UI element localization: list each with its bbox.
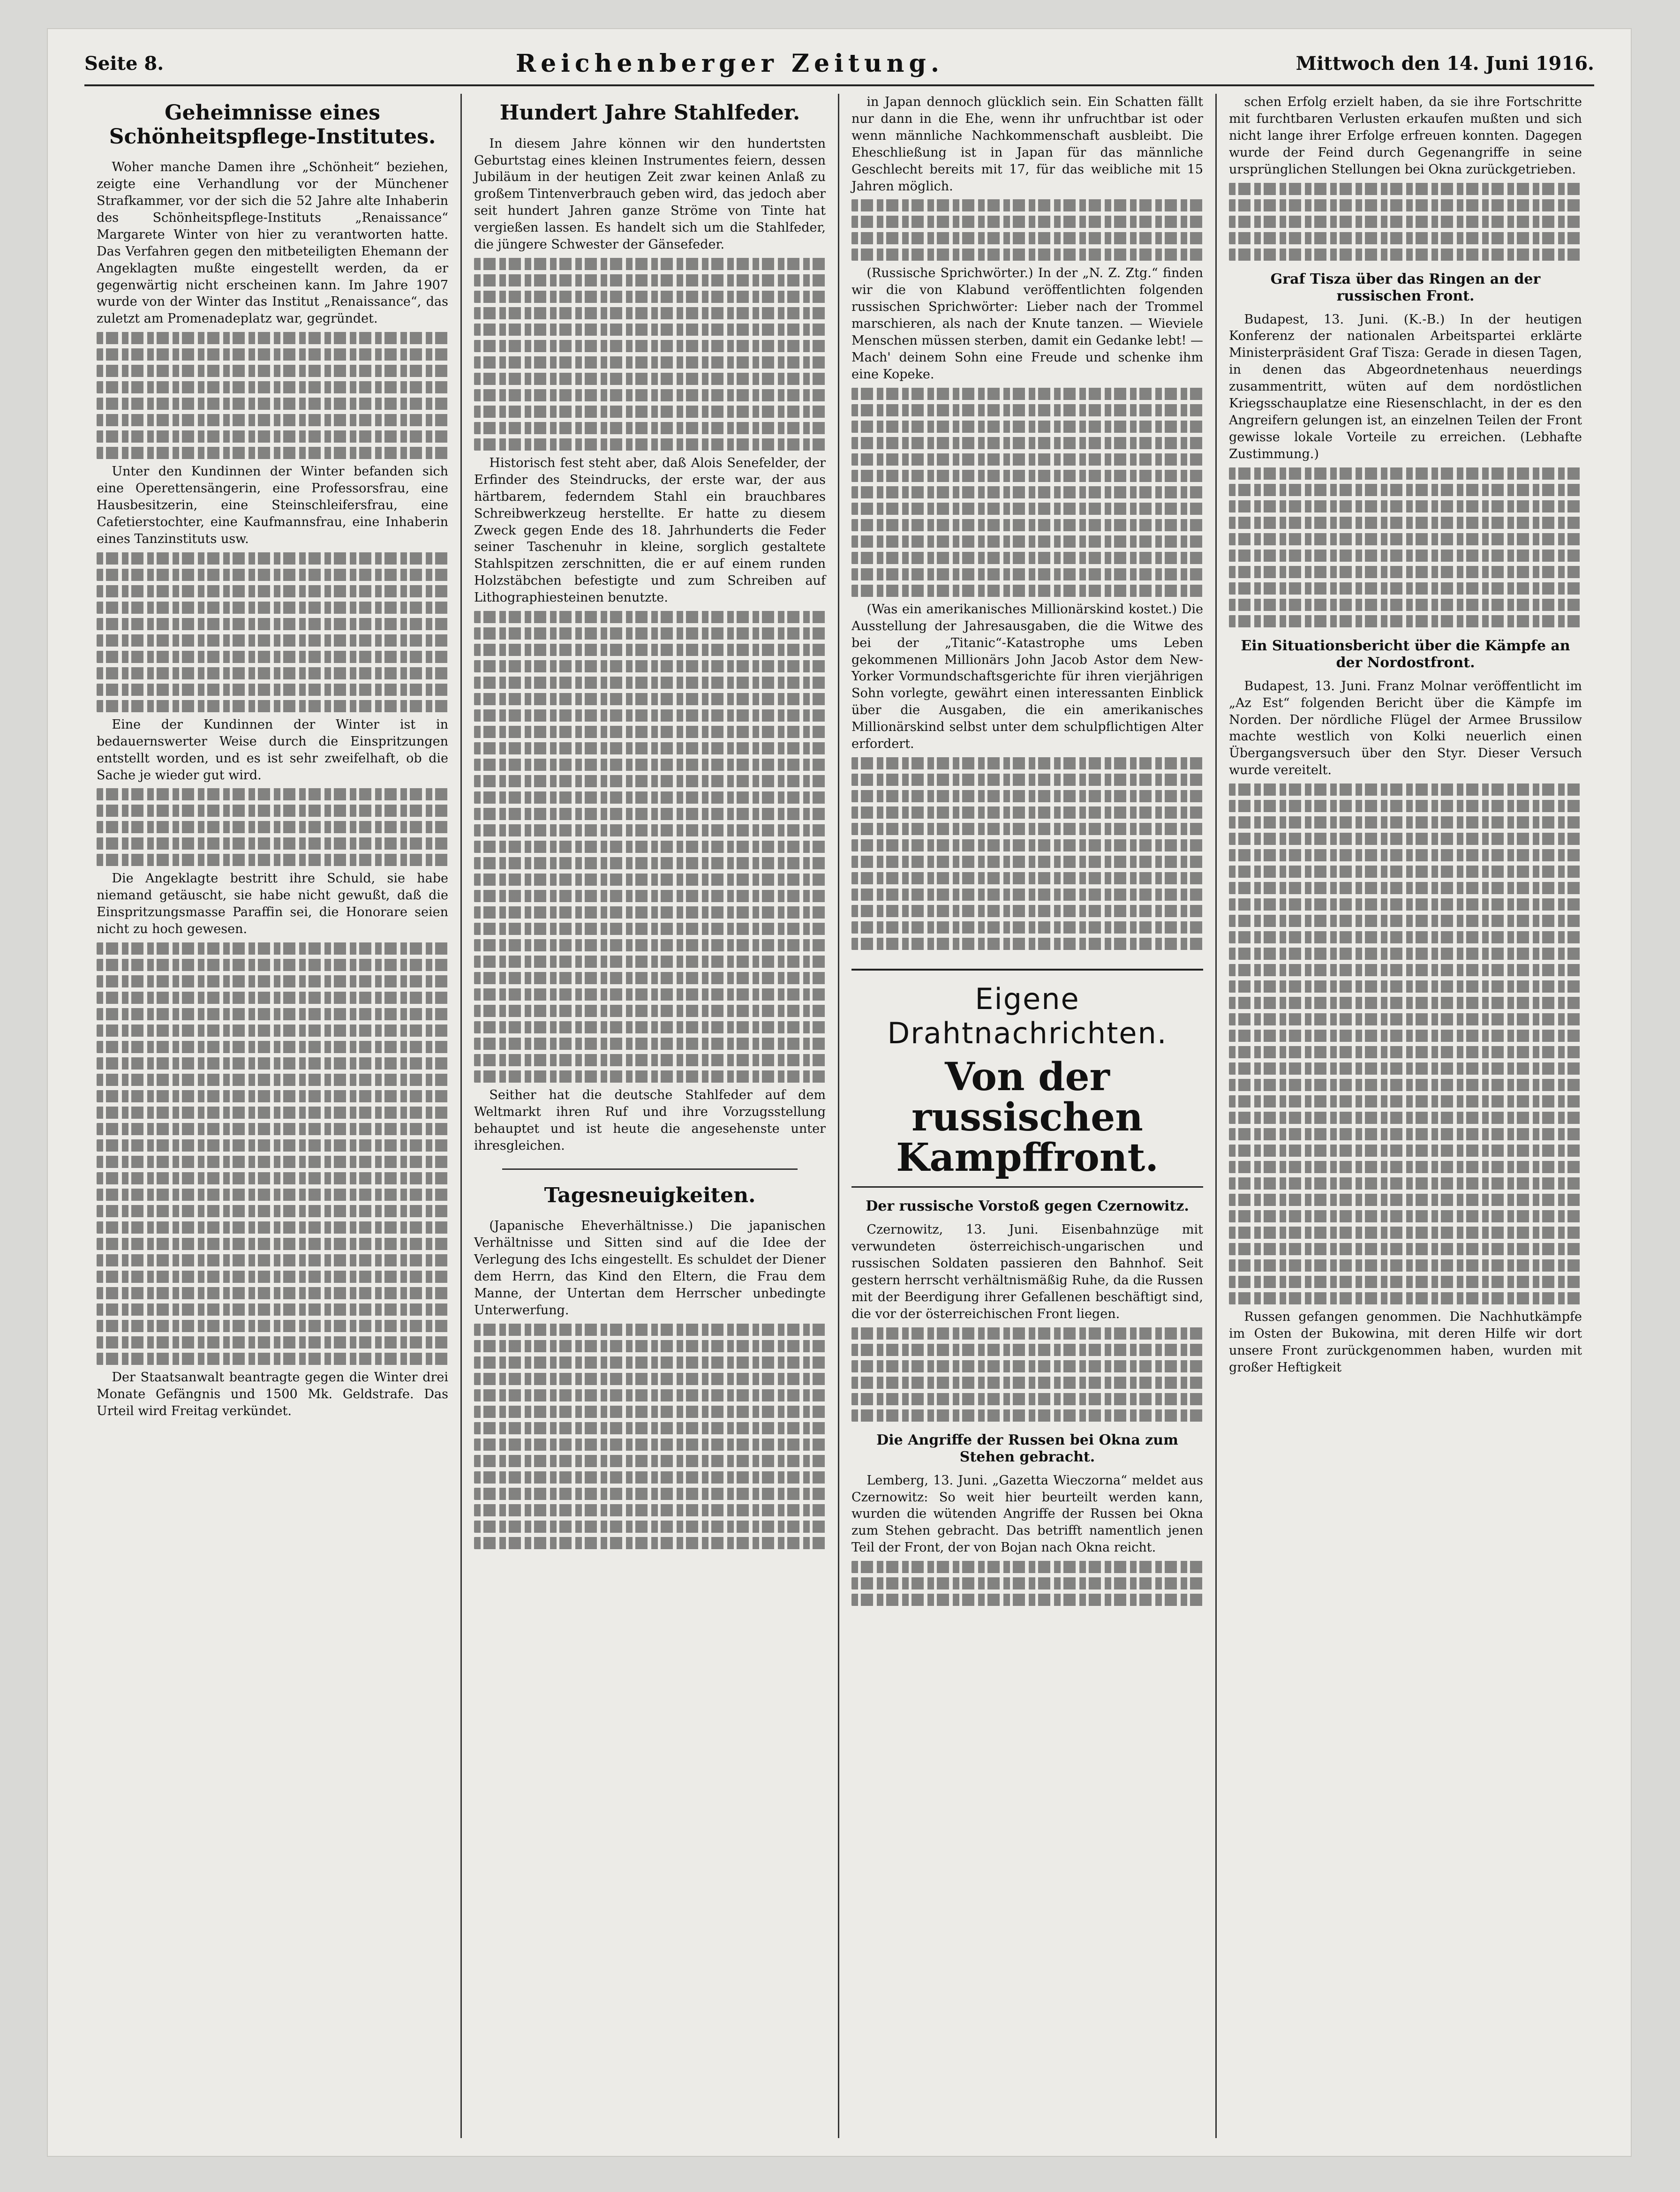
text-line [851,470,1203,482]
text-line [851,1393,1203,1405]
text-line [97,1336,448,1348]
text-line [851,1561,1203,1573]
text-line [1229,1243,1582,1255]
text-line [97,398,448,410]
text-line [1229,1145,1582,1157]
article-paragraph: Lemberg, 13. Juni. „Gazetta Wieczorna“ meldet aus Czernowitz: So weit hier beurteilt werden kann, wurden die wütenden Angriffe der Russen bei Okna zum Stehen gebracht. Das betrifft namentlich jenen Teil der Front, der von Bojan nach Okna reicht. [851,1473,1203,1555]
text-line [474,340,826,352]
text-line [851,535,1203,548]
text-line [97,1353,448,1365]
text-line [97,381,448,393]
text-line [1229,1013,1582,1025]
issue-date: Mittwoch den 14. Juni 1916. [1296,52,1594,75]
text-line [97,634,448,647]
text-line [851,856,1203,868]
article-subheadline: Der russische Vorstoß gegen Czernowitz. [866,1198,1189,1215]
text-line [97,684,448,696]
text-line [474,808,826,820]
text-line [851,404,1203,416]
newspaper-page [47,28,1632,2157]
text-line [474,906,826,919]
text-line [851,486,1203,498]
text-line [1229,566,1582,578]
text-line [474,742,826,754]
text-line [97,975,448,987]
page-number: Seite 8. [84,52,164,75]
text-line [474,1340,826,1352]
text-line [474,356,826,369]
text-line [474,1537,826,1549]
article-subheadline: Die Angriffe der Russen bei Okna zum Stehen gebracht. [876,1431,1178,1465]
text-line [97,365,448,377]
text-line [851,199,1203,211]
text-line [97,1271,448,1283]
text-line [474,939,826,951]
text-line [1229,467,1582,480]
text-line [1229,582,1582,595]
article-paragraph: (Was ein amerikanisches Millionärskind kostet.) Die Ausstellung der Jahresausgaben, die die Witwe des bei der „Titanic“-Katastrophe ums Leben gekommenen Millionärs John Jacob Astor dem New-Yorker Vormundschaftsgerichte für ihren vierjährigen Sohn vorlegte, gewährt einen interessanten Einblick über die Ausgaben, die ein amerikanisches Millionärskind selbst unter dem schulpflichtigen Alter erfordert. [851,602,1203,752]
text-line [851,519,1203,531]
article-columns [84,94,1594,2138]
text-line [474,627,826,640]
text-line [97,1303,448,1316]
text-line [1229,866,1582,878]
text-line [851,1377,1203,1389]
text-line [1229,931,1582,943]
text-line [474,373,826,385]
masthead [84,42,1594,86]
text-line [474,1504,826,1516]
article-paragraph: Der Staatsanwalt beantragte gegen die Winter drei Monate Gefängnis und 1500 Mk. Geldstrafe. Das Urteil wird Freitag verkündet. [97,1370,448,1418]
text-line [97,332,448,344]
text-line [1229,997,1582,1009]
column-3 [839,94,1217,2138]
article-paragraph: Historisch fest steht aber, daß Alois Senefelder, der Erfinder des Steindrucks, der erste war, der aus härtbarem, federndem Stahl ein brauchbares Schreibwerkzeug herstellte. Er hatte zu diesem Zweck gegen Ende des 18. Jahrhunderts die Feder seiner Taschenuhr in kleine, sorglich gestaltete Stahlspitzen zerschnitten, die er auf einem runden Holzstäbchen befestigte und zum Schreiben auf Lithographiesteinen benutzte. [474,455,826,605]
text-line [474,1488,826,1500]
text-line [474,611,826,623]
text-line [851,1344,1203,1356]
text-line [1229,1177,1582,1190]
text-line [851,889,1203,901]
text-line [1229,1194,1582,1206]
text-line [851,249,1203,261]
text-line [851,1327,1203,1340]
column-2 [462,94,839,2138]
text-line [474,406,826,418]
text-line [474,791,826,804]
text-line [851,774,1203,786]
wire-news-header: Eigene Drahtnachrichten. [851,969,1203,1050]
text-line [97,854,448,866]
column-1 [84,94,462,2138]
text-line [1229,1161,1582,1173]
text-line [851,938,1203,950]
text-line [474,324,826,336]
text-line [97,1074,448,1086]
article-paragraph: Die Angeklagte bestritt ihre Schuld, sie habe niemand getäuscht, sie habe nicht gewußt, daß die Einspritzungsmasse Paraffin sei, die Honorare seien nicht zu hoch gewesen. [97,871,448,937]
text-line [97,585,448,597]
text-line [97,602,448,614]
article-paragraph: schen Erfolg erzielt haben, da sie ihre Fortschritte mit furchtbaren Verlusten erkaufen mußten und sich nicht lange ihrer Erfolge erfreuen konnten. Dagegen wurde der Feind durch Gegenangriffe in seine ursprünglichen Stellungen bei Okna zurückgetrieben. [1229,95,1582,177]
text-line [97,414,448,426]
newspaper-title: Reichenberger Zeitung. [515,49,944,78]
text-line [474,824,826,836]
text-line [1229,980,1582,993]
text-line [97,821,448,833]
text-line [851,232,1203,244]
text-line [474,1455,826,1467]
text-line [474,1054,826,1066]
text-line [1229,1227,1582,1239]
text-line [97,1057,448,1070]
text-line [851,921,1203,934]
text-line [851,1577,1203,1589]
text-line [97,1254,448,1266]
text-line [1229,1062,1582,1075]
text-line [851,905,1203,917]
text-line [97,1189,448,1201]
text-line [474,274,826,286]
text-line [851,872,1203,884]
text-line [474,857,826,869]
text-line [474,389,826,401]
text-line [97,788,448,800]
article-paragraph: (Japanische Eheverhältnisse.) Die japanischen Verhältnisse und Sitten sind auf die Idee der Verlegung des Ichs eingestellt. Es schuldet der Diener dem Herrn, das Kind den Eltern, die Frau dem Manne, der Untertan dem Herrscher unbedingte Unterwerfung. [474,1219,826,1318]
text-line [1229,1128,1582,1140]
text-line [97,1041,448,1053]
text-line [97,651,448,663]
text-line [474,644,826,656]
text-line [97,805,448,817]
article-paragraph: Russen gefangen genommen. Die Nachhutkämpfe im Osten der Bukowina, mit deren Hilfe wir dort unsere Front zurückgenommen haben, wurden mit großer Heftigkeit [1229,1310,1582,1375]
text-line [474,1356,826,1369]
text-line [97,700,448,712]
text-line [474,693,826,705]
text-line [1229,1292,1582,1304]
front-headline: Von der russischen Kampffront. [851,1057,1203,1188]
text-line [1229,199,1582,211]
text-line [1229,833,1582,845]
text-line [474,923,826,935]
text-line [1229,615,1582,627]
text-line [97,837,448,850]
text-line [474,307,826,319]
section-headline: Tagesneuigkeiten. [544,1183,756,1207]
text-line [97,430,448,443]
text-line [1229,183,1582,195]
text-line [851,388,1203,400]
text-line [1229,1276,1582,1288]
article-paragraph: Budapest, 13. Juni. Franz Molnar veröffentlicht im „Az Est“ folgenden Bericht über die Kämpfe im Norden. Der nördliche Flügel der Armee Brussilow machte westlich von Kolki neuerlich einen Übergangsversuch über den Styr. Dieser Versuch wurde vereitelt. [1229,678,1582,778]
text-line [97,1156,448,1168]
text-line [851,757,1203,769]
text-line [97,1008,448,1020]
text-line [474,1389,826,1401]
article-subheadline: Ein Situationsbericht über die Kämpfe an der Nordostfront. [1241,637,1570,671]
text-line [1229,915,1582,927]
text-line [474,775,826,787]
text-line [97,942,448,955]
text-line [97,1320,448,1332]
text-line [851,839,1203,851]
text-line [1229,484,1582,496]
text-line [851,1360,1203,1372]
text-line [97,618,448,630]
article-paragraph: In diesem Jahre können wir den hundertsten Geburtstag eines kleinen Instrumentes feiern, dessen Jubiläum in der heutigen Zeit zwar keinen Anlaß zu großem Tintenverbrauch geben wird, das jedoch aber seit hundert Jahren ganze Ströme von Tinte hat vergießen lassen. Es handelt sich um die Stahlfeder, die jüngere Schwester der Gänsefeder. [474,136,826,252]
text-line [851,568,1203,580]
article-paragraph: in Japan dennoch glücklich sein. Ein Schatten fällt nur dann in die Ehe, wenn ihr unfruchtbar ist oder wenn männliche Nachkommenschaft ausbleibt. Die Eheschließung ist in Japan für das männliche Geschlecht bereits mit 17, für das weibliche mit 15 Jahren möglich. [851,95,1203,194]
text-line [1229,232,1582,244]
article-paragraph: Unter den Kundinnen der Winter befanden sich eine Operettensängerin, eine Professorsfrau, eine Hausbesitzerin, eine Steinschleifersfrau, eine Cafetierstochter, eine Kaufmannsfrau, eine Inhaberin eines Tanzinstituts usw. [97,464,448,546]
text-line [97,1287,448,1299]
article-subheadline: Graf Tisza über das Ringen an der russischen Front. [1270,271,1541,304]
text-line [97,1090,448,1102]
column-4 [1217,94,1594,2138]
text-line [1229,1095,1582,1107]
text-line [97,447,448,459]
text-line [1229,783,1582,796]
text-line [474,1005,826,1017]
text-line [474,988,826,1001]
text-line [97,667,448,679]
text-line [851,806,1203,819]
text-line [1229,948,1582,960]
text-line [474,1038,826,1050]
text-line [474,972,826,984]
text-line [97,1238,448,1250]
article-paragraph: Czernowitz, 13. Juni. Eisenbahnzüge mit verwundeten österreichisch-ungarischen und russischen Soldaten passieren den Bahnhof. Seit gestern herrscht verhältnismäßig Ruhe, da die Russen mit der Beerdigung ihrer Gefallenen beschäftigt sind, die vor der österreichischen Front liegen. [851,1222,1203,1321]
text-line [474,841,826,853]
text-line [97,569,448,581]
article-paragraph: Eine der Kundinnen der Winter ist in bedauernswerter Weise durch die Einspritzungen entstellt worden, und es ist sehr zweifelhaft, ob die Sache je wieder gut wird. [97,717,448,783]
text-line [1229,1259,1582,1272]
text-line [474,660,826,672]
text-line [474,1521,826,1533]
text-line [474,1070,826,1083]
text-line [97,1123,448,1135]
article-paragraph: (Russische Sprichwörter.) In der „N. Z. Ztg.“ finden wir die von Klabund veröffentlichten folgenden russischen Sprichwörter: Lieber nach der Trommel marschieren, als nach der Knute tanzen. — Wieviele Menschen müssen sterben, damit ein Gedanke lebt! — Mach' deinem Sohn eine Freude und schenke ihm eine Kopeke. [851,266,1203,382]
article-headline: Hundert Jahre Stahlfeder. [499,101,800,125]
text-line [1229,800,1582,812]
text-line [851,1409,1203,1422]
text-line [1229,849,1582,861]
text-line [97,959,448,971]
text-line [1229,517,1582,529]
text-line [97,1107,448,1119]
text-line [1229,216,1582,228]
text-line [851,453,1203,466]
text-line [851,1594,1203,1606]
text-line [1229,1079,1582,1091]
text-line [1229,1046,1582,1058]
text-line [1229,964,1582,976]
text-line [1229,249,1582,261]
text-line [474,1439,826,1451]
text-line [851,585,1203,597]
article-paragraph: Budapest, 13. Juni. (K.-B.) In der heutigen Konferenz der nationalen Arbeitspartei erklärte Ministerpräsident Graf Tisza: Gerade in diesen Tagen, in denen das Abgeordnetenhaus neuerdings zusammentritt, wüten auf dem nordöstlichen Kriegsschauplatze eine Riesenschlacht, in der es den Angreifern gelungen ist, an einzelnen Teilen der Front gewisse lokale Vorteile zu erreichen. (Lebhafte Zustimmung.) [1229,312,1582,461]
text-line [474,1021,826,1033]
section-divider [502,1168,798,1170]
text-line [474,1422,826,1434]
text-line [97,348,448,361]
text-line [851,437,1203,449]
text-line [97,1205,448,1217]
text-line [97,1221,448,1234]
text-line [851,552,1203,564]
article-paragraph: Woher manche Damen ihre „Schönheit“ beziehen, zeigte eine Verhandlung vor der Münchener Strafkammer, vor der sich die 52 Jahre alte Inhaberin des Schönheitspflege-Instituts „Renaissance“ Margarete Winter von hier zu verantworten hatte. Das Verfahren gegen den mitbeteiligten Ehemann der Angeklagten mußte eingestellt werden, da er gegenwärtig nicht erscheinen kann. Im Jahre 1907 wurde von der Winter das Institut „Renaissance“, das zuletzt am Promenadeplatz war, gegründet. [97,160,448,326]
text-line [851,216,1203,228]
text-line [1229,550,1582,562]
text-line [1229,599,1582,611]
text-line [474,890,826,902]
article-paragraph: Seither hat die deutsche Stahlfeder auf dem Weltmarkt ihren Ruf und ihre Vorzugsstellung behauptet und ist heute die angesehenste unter ihresgleichen. [474,1088,826,1153]
text-line [1229,1112,1582,1124]
text-line [1229,500,1582,512]
text-line [474,759,826,771]
text-line [1229,1210,1582,1222]
text-line [474,956,826,968]
text-line [474,726,826,738]
text-line [1229,816,1582,829]
text-line [474,438,826,451]
text-line [97,1024,448,1037]
text-line [474,1324,826,1336]
text-line [851,503,1203,515]
text-line [474,677,826,689]
text-line [1229,533,1582,545]
text-line [474,422,826,434]
text-line [1229,1030,1582,1042]
text-line [97,1172,448,1184]
article-headline: Geheimnisse eines Schönheitspflege-Institutes. [109,101,436,149]
text-line [474,291,826,303]
text-line [474,709,826,722]
text-line [474,1406,826,1418]
text-line [1229,882,1582,894]
text-line [474,258,826,270]
text-line [474,874,826,886]
text-line [474,1471,826,1484]
text-line [97,992,448,1004]
text-line [97,1139,448,1152]
text-line [97,552,448,565]
text-line [1229,898,1582,911]
text-line [851,421,1203,433]
text-line [851,790,1203,802]
text-line [851,823,1203,835]
text-line [474,1373,826,1385]
